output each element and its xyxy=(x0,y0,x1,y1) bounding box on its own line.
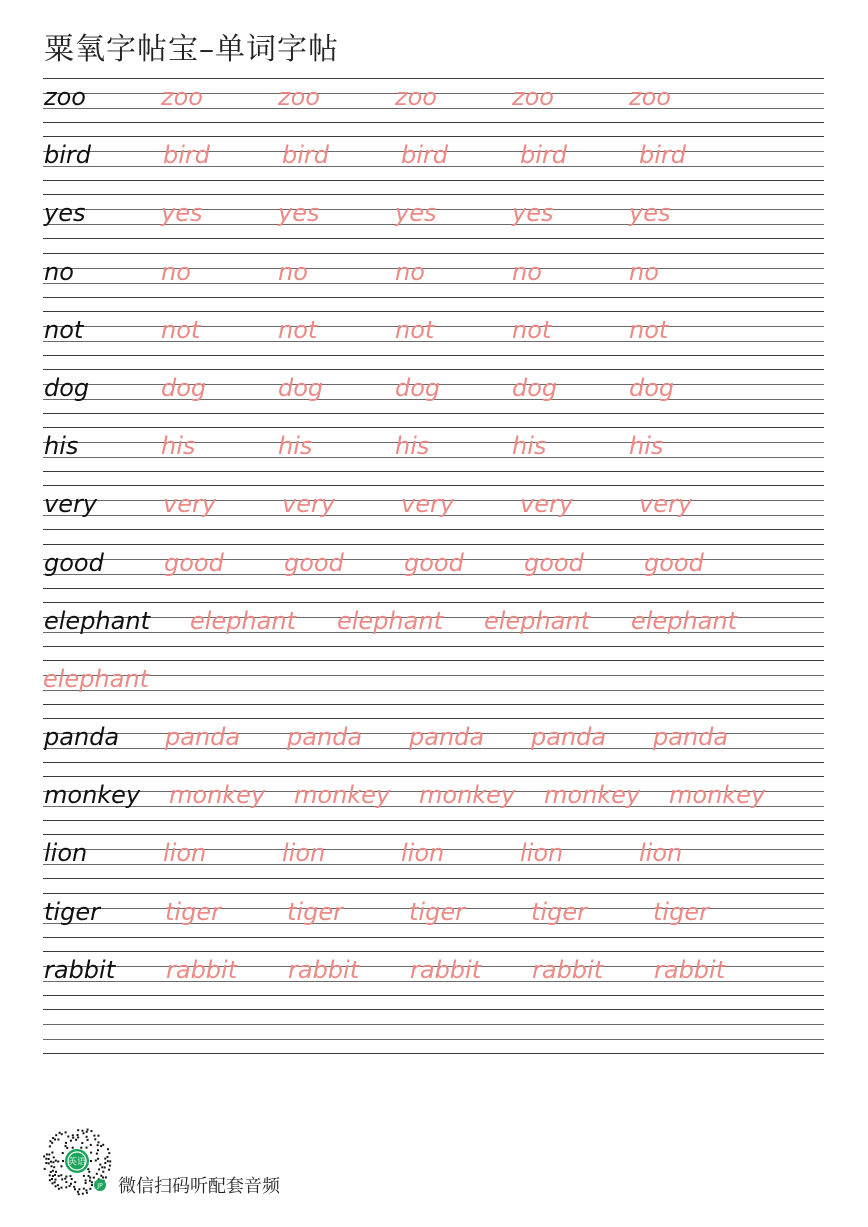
guide-line xyxy=(43,602,824,603)
qr-dot xyxy=(90,1152,92,1154)
practice-row xyxy=(43,194,824,252)
trace-word: dog xyxy=(161,373,207,402)
guide-line xyxy=(43,1024,824,1025)
trace-word: monkey xyxy=(544,781,641,810)
guide-line xyxy=(43,355,824,356)
trace-word: no xyxy=(395,257,425,286)
qr-dot xyxy=(85,1182,87,1184)
qr-dot xyxy=(69,1185,71,1187)
guide-line xyxy=(43,951,824,952)
qr-dot xyxy=(65,1145,67,1147)
guide-line xyxy=(43,238,824,239)
qr-dot xyxy=(108,1152,110,1154)
practice-row xyxy=(43,951,824,1009)
practice-row xyxy=(43,1009,824,1067)
qr-dot xyxy=(57,1139,59,1141)
trace-word: his xyxy=(395,432,430,461)
qr-dot xyxy=(101,1166,103,1168)
qr-dot xyxy=(66,1147,68,1149)
qr-dot xyxy=(55,1185,57,1187)
qr-dot xyxy=(87,1168,89,1170)
qr-dot xyxy=(86,1192,88,1194)
guide-line xyxy=(43,194,824,195)
qr-dot xyxy=(91,1184,93,1186)
guide-line xyxy=(43,937,824,938)
qr-dot xyxy=(75,1139,77,1141)
model-word: his xyxy=(44,432,79,461)
qr-dot xyxy=(55,1171,57,1173)
trace-word: dog xyxy=(629,373,675,402)
trace-word: rabbit xyxy=(166,955,238,984)
qr-dot xyxy=(51,1165,53,1167)
qr-dot xyxy=(54,1139,56,1141)
trace-word: monkey xyxy=(169,781,266,810)
trace-word: no xyxy=(512,257,542,286)
model-word: bird xyxy=(44,141,92,170)
qr-dot xyxy=(45,1158,47,1160)
qr-dot xyxy=(51,1142,53,1144)
guide-line xyxy=(43,253,824,254)
trace-word: good xyxy=(644,548,704,577)
guide-line xyxy=(43,311,824,312)
qr-dot xyxy=(97,1144,99,1146)
trace-word: his xyxy=(161,432,196,461)
practice-sheet xyxy=(43,78,824,1067)
qr-dot xyxy=(104,1158,106,1160)
guide-line xyxy=(43,588,824,589)
qr-dot xyxy=(53,1166,55,1168)
guide-line xyxy=(43,369,824,370)
qr-dot xyxy=(50,1161,52,1163)
qr-dot xyxy=(89,1188,91,1190)
guide-line xyxy=(43,834,824,835)
guide-line xyxy=(43,1009,824,1010)
model-word: no xyxy=(44,257,74,286)
qr-dot xyxy=(87,1129,89,1131)
qr-dot xyxy=(54,1181,56,1183)
qr-dot xyxy=(65,1181,67,1183)
qr-dot xyxy=(54,1174,56,1176)
qr-dot xyxy=(107,1156,109,1158)
trace-word: no xyxy=(161,257,191,286)
qr-dot xyxy=(52,1137,54,1139)
model-word: yes xyxy=(44,199,86,228)
qr-dot xyxy=(49,1145,51,1147)
trace-word: rabbit xyxy=(288,955,360,984)
practice-row xyxy=(43,485,824,543)
qr-dot xyxy=(64,1178,66,1180)
trace-word: dog xyxy=(512,373,558,402)
qr-dot xyxy=(52,1161,54,1163)
model-word: not xyxy=(44,315,84,344)
trace-word: lion xyxy=(282,839,326,868)
trace-word: tiger xyxy=(653,897,709,926)
trace-word: good xyxy=(164,548,224,577)
trace-word: tiger xyxy=(287,897,343,926)
trace-word: elephant xyxy=(631,606,737,635)
qr-dot xyxy=(96,1173,98,1175)
qr-dot xyxy=(78,1188,80,1190)
trace-word: bird xyxy=(401,141,449,170)
qr-dot xyxy=(55,1160,57,1162)
trace-word: no xyxy=(629,257,659,286)
qr-dot xyxy=(45,1162,47,1164)
qr-dot xyxy=(88,1175,90,1177)
qr-dot xyxy=(98,1168,100,1170)
qr-dot xyxy=(55,1134,57,1136)
practice-row xyxy=(43,78,824,136)
qr-dot xyxy=(52,1182,54,1184)
qr-dot xyxy=(100,1145,102,1147)
qr-dot xyxy=(83,1175,85,1177)
practice-row xyxy=(43,660,824,718)
qr-dot xyxy=(74,1188,76,1190)
footer-caption: 微信扫码听配套音频 xyxy=(118,1176,280,1197)
qr-dot xyxy=(61,1165,63,1167)
qr-dot xyxy=(97,1158,99,1160)
trace-word: panda xyxy=(409,723,485,752)
qr-dot xyxy=(98,1141,100,1143)
qr-dot xyxy=(53,1156,55,1158)
guide-line xyxy=(43,471,824,472)
trace-word: monkey xyxy=(669,781,766,810)
trace-word: not xyxy=(278,315,318,344)
trace-word: yes xyxy=(629,199,671,228)
qr-dot xyxy=(65,1176,67,1178)
qr-dot xyxy=(91,1181,93,1183)
qr-dot xyxy=(70,1140,72,1142)
trace-word: zoo xyxy=(395,83,437,111)
qr-dot xyxy=(77,1136,79,1138)
footer xyxy=(42,1126,442,1198)
trace-word: good xyxy=(404,548,464,577)
practice-row xyxy=(43,311,824,369)
trace-word: not xyxy=(629,315,669,344)
qr-dot xyxy=(86,1147,88,1149)
guide-line xyxy=(43,427,824,428)
guide-line xyxy=(43,878,824,879)
qr-dot xyxy=(108,1169,110,1171)
trace-word: dog xyxy=(278,373,324,402)
qr-dot xyxy=(70,1183,72,1185)
practice-row xyxy=(43,427,824,485)
qr-dot xyxy=(77,1134,79,1136)
trace-word: monkey xyxy=(294,781,391,810)
trace-word: yes xyxy=(278,199,320,228)
trace-word: lion xyxy=(401,839,445,868)
qr-dot xyxy=(44,1168,46,1170)
model-word: good xyxy=(44,548,104,577)
qr-dot xyxy=(57,1184,59,1186)
trace-word: not xyxy=(512,315,552,344)
practice-row xyxy=(43,253,824,311)
trace-word: not xyxy=(161,315,201,344)
trace-word: panda xyxy=(165,723,241,752)
qr-dot xyxy=(43,1155,45,1157)
trace-word: yes xyxy=(161,199,203,228)
qr-dot xyxy=(52,1170,54,1172)
model-word: rabbit xyxy=(44,955,116,984)
trace-word: good xyxy=(284,548,344,577)
qr-dot xyxy=(89,1180,91,1182)
practice-row xyxy=(43,369,824,427)
guide-line xyxy=(43,413,824,414)
trace-word: zoo xyxy=(161,83,203,111)
qr-dot xyxy=(78,1193,80,1195)
trace-word: zoo xyxy=(512,83,554,111)
qr-corner-text: JP xyxy=(97,1182,103,1190)
qr-dot xyxy=(109,1165,111,1167)
trace-word: dog xyxy=(395,373,441,402)
guide-line xyxy=(43,675,824,676)
trace-word: bird xyxy=(520,141,568,170)
trace-word: his xyxy=(629,432,664,461)
trace-word: his xyxy=(512,432,547,461)
trace-word: yes xyxy=(512,199,554,228)
qr-dot xyxy=(52,1175,54,1177)
qr-dot xyxy=(83,1188,85,1190)
practice-row xyxy=(43,544,824,602)
guide-line xyxy=(43,762,824,763)
trace-word: lion xyxy=(639,839,683,868)
qr-dot xyxy=(61,1187,63,1189)
trace-word: rabbit xyxy=(654,955,726,984)
trace-word: his xyxy=(278,432,313,461)
guide-line xyxy=(43,704,824,705)
trace-word: lion xyxy=(520,839,564,868)
qr-dot xyxy=(100,1175,102,1177)
trace-word: yes xyxy=(395,199,437,228)
guide-line xyxy=(43,485,824,486)
model-word: panda xyxy=(44,723,120,752)
qr-dot xyxy=(90,1144,92,1146)
trace-word: bird xyxy=(163,141,211,170)
qr-dot xyxy=(61,1178,63,1180)
qr-dot xyxy=(85,1189,87,1191)
model-word: monkey xyxy=(44,781,141,810)
trace-word: tiger xyxy=(165,897,221,926)
trace-word: very xyxy=(520,490,574,519)
qr-dot xyxy=(93,1135,95,1137)
guide-line xyxy=(43,136,824,137)
trace-word: bird xyxy=(282,141,330,170)
qr-dot xyxy=(85,1179,87,1181)
qr-dot xyxy=(96,1153,98,1155)
qr-dot xyxy=(88,1171,90,1173)
trace-word: elephant xyxy=(337,606,443,635)
trace-word: rabbit xyxy=(532,955,604,984)
qr-dot xyxy=(48,1158,50,1160)
qr-dot xyxy=(72,1134,74,1136)
practice-row xyxy=(43,136,824,194)
qr-dot xyxy=(109,1160,111,1162)
qr-dot xyxy=(58,1188,60,1190)
guide-line xyxy=(43,893,824,894)
qr-dot xyxy=(82,1193,84,1195)
qr-dot xyxy=(74,1181,76,1183)
qr-dot xyxy=(70,1175,72,1177)
guide-line xyxy=(43,995,824,996)
model-word: very xyxy=(44,490,98,519)
qr-dot xyxy=(46,1153,48,1155)
qr-dot xyxy=(48,1162,50,1164)
qr-dot xyxy=(102,1177,104,1179)
guide-line xyxy=(43,1039,824,1040)
page-title: 粟氧字帖宝–单词字帖 xyxy=(44,32,339,67)
qr-dot xyxy=(102,1144,104,1146)
model-word: elephant xyxy=(44,606,150,635)
qr-dot xyxy=(65,1131,67,1133)
model-word: tiger xyxy=(44,897,100,926)
trace-word: elephant xyxy=(43,664,149,693)
guide-line xyxy=(43,297,824,298)
qr-dot xyxy=(87,1139,89,1141)
qr-dot xyxy=(65,1186,67,1188)
guide-line xyxy=(43,718,824,719)
trace-word: zoo xyxy=(278,83,320,111)
guide-line xyxy=(43,1053,824,1054)
trace-word: tiger xyxy=(409,897,465,926)
qr-dot xyxy=(93,1177,95,1179)
trace-word: elephant xyxy=(484,606,590,635)
trace-word: not xyxy=(395,315,435,344)
qr-dot xyxy=(51,1152,53,1154)
qr-dot xyxy=(97,1149,99,1151)
trace-word: very xyxy=(639,490,693,519)
trace-word: elephant xyxy=(190,606,296,635)
qr-dot xyxy=(94,1138,96,1140)
qr-dot xyxy=(67,1136,69,1138)
guide-line xyxy=(43,78,824,79)
trace-word: very xyxy=(401,490,455,519)
qr-dot xyxy=(99,1164,101,1166)
guide-line xyxy=(43,690,824,691)
trace-word: lion xyxy=(163,839,207,868)
qr-dot xyxy=(105,1176,107,1178)
writing-guide-lines xyxy=(43,1009,824,1054)
model-word: lion xyxy=(44,839,88,868)
guide-line xyxy=(43,776,824,777)
practice-row xyxy=(43,718,824,776)
qr-dot xyxy=(72,1147,74,1149)
qr-dot xyxy=(71,1178,73,1180)
guide-line xyxy=(43,820,824,821)
qr-dot xyxy=(48,1154,50,1156)
guide-line xyxy=(43,529,824,530)
qr-dot xyxy=(89,1177,91,1179)
guide-line xyxy=(43,180,824,181)
practice-row xyxy=(43,893,824,951)
qr-dot xyxy=(55,1179,57,1181)
qr-dot xyxy=(82,1130,84,1132)
qr-dot xyxy=(49,1174,51,1176)
trace-word: good xyxy=(524,548,584,577)
qr-dot xyxy=(65,1142,67,1144)
qr-badge-text: 英语 xyxy=(67,1157,87,1168)
practice-row xyxy=(43,834,824,892)
trace-word: no xyxy=(278,257,308,286)
trace-word: panda xyxy=(653,723,729,752)
trace-word: tiger xyxy=(531,897,587,926)
qr-dot xyxy=(107,1148,109,1150)
qr-dot xyxy=(49,1140,51,1142)
trace-word: very xyxy=(282,490,336,519)
guide-line xyxy=(43,544,824,545)
qr-dot xyxy=(57,1161,59,1163)
trace-word: panda xyxy=(531,723,607,752)
trace-word: bird xyxy=(639,141,687,170)
qr-dot xyxy=(51,1178,53,1180)
qr-dot xyxy=(98,1135,100,1137)
qr-dot xyxy=(83,1132,85,1134)
trace-word: monkey xyxy=(419,781,516,810)
writing-guide-lines xyxy=(43,660,824,705)
trace-word: very xyxy=(163,490,217,519)
model-word: dog xyxy=(44,373,90,402)
guide-line xyxy=(43,660,824,661)
qr-dot xyxy=(72,1137,74,1139)
qr-dot xyxy=(61,1133,63,1135)
qr-code-icon[interactable] xyxy=(42,1126,112,1196)
qr-dot xyxy=(81,1142,83,1144)
qr-dot xyxy=(49,1179,51,1181)
qr-dot xyxy=(90,1160,92,1162)
qr-dot xyxy=(77,1129,79,1131)
qr-dot xyxy=(59,1132,61,1134)
guide-line xyxy=(43,646,824,647)
qr-dot xyxy=(60,1174,62,1176)
guide-line xyxy=(43,122,824,123)
qr-dot xyxy=(104,1167,106,1169)
qr-dot xyxy=(80,1147,82,1149)
model-word: zoo xyxy=(44,83,86,111)
qr-dot xyxy=(58,1175,60,1177)
qr-dot xyxy=(77,1191,79,1193)
qr-dot xyxy=(50,1171,52,1173)
qr-dot xyxy=(73,1186,75,1188)
qr-dot xyxy=(107,1160,109,1162)
qr-dot xyxy=(86,1136,88,1138)
trace-word: panda xyxy=(287,723,363,752)
practice-row xyxy=(43,602,824,660)
qr-dot xyxy=(102,1171,104,1173)
qr-dot xyxy=(62,1152,64,1154)
trace-word: rabbit xyxy=(410,955,482,984)
qr-dot xyxy=(91,1130,93,1132)
qr-dot xyxy=(62,1160,64,1162)
qr-dot xyxy=(104,1162,106,1164)
trace-word: zoo xyxy=(629,83,671,111)
practice-row xyxy=(43,776,824,834)
qr-dot xyxy=(86,1131,88,1133)
qr-dot xyxy=(95,1160,97,1162)
